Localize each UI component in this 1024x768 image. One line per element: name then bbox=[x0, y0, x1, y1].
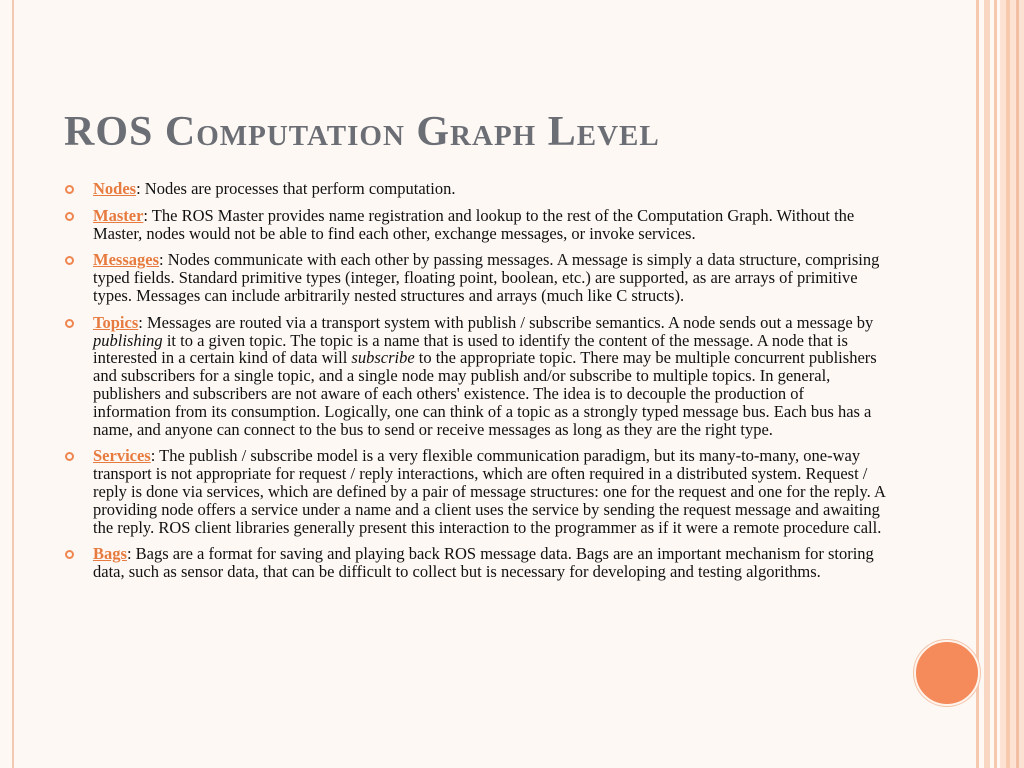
text-segment: to the appropriate topic. There may be multiple concurrent publishers and subscribers for a single topic, and a single node may publish and/or subscribe to multiple topics. In general, publishers and subscribers are not aware of each others' existence. The idea is to decouple the production of information from its consumption. Logically, one can think of a topic as a strongly typed message bus. Each bus has a name, and anyone can connect to the bus to send or receive messages as long as they are the right type. bbox=[93, 348, 877, 439]
term-link-messages[interactable]: Messages bbox=[93, 250, 159, 270]
emphasized-text: publishing bbox=[93, 330, 163, 350]
term-link-services[interactable]: Services bbox=[93, 446, 151, 466]
bullet-text bbox=[93, 446, 885, 536]
hollow-circle-bullet-icon bbox=[65, 550, 74, 559]
term-link-bags[interactable]: Bags bbox=[93, 544, 127, 564]
hollow-circle-bullet-icon bbox=[65, 319, 74, 328]
emphasized-text: subscribe bbox=[351, 348, 415, 368]
bullet-text bbox=[93, 544, 874, 581]
bullet-text bbox=[93, 206, 854, 243]
hollow-circle-bullet-icon bbox=[65, 212, 74, 221]
bullet-list bbox=[64, 180, 886, 590]
bullet-item-bags bbox=[64, 545, 886, 581]
text-segment: : Messages are routed via a transport system with publish / subscribe semantics. A node sends out a message by bbox=[138, 312, 874, 332]
bullet-item-messages bbox=[64, 251, 886, 304]
right-decorative-stripes bbox=[976, 0, 1024, 768]
bullet-item-master bbox=[64, 207, 886, 243]
bullet-text bbox=[93, 250, 879, 305]
stripe-line bbox=[984, 0, 990, 768]
hollow-circle-bullet-icon bbox=[65, 256, 74, 265]
bullet-text bbox=[136, 179, 455, 198]
text-segment: : The publish / subscribe model is a very flexible communication paradigm, but its many-to-many, one-way transport is not appropriate for request / reply interactions, which are often required in a distributed system. Request / reply is done via services, which are defined by a pair of message structures: one for the request and one for the reply. A providing node offers a service under a name and a client uses the service by sending the request message and awaiting the reply. ROS client libraries generally present this interaction to the programmer as if it were a remote procedure call. bbox=[93, 446, 886, 537]
bullet-item-nodes bbox=[64, 180, 886, 198]
left-border-line bbox=[12, 0, 14, 768]
bullet-item-services bbox=[64, 447, 886, 536]
term-link-topics[interactable]: Topics bbox=[93, 312, 139, 332]
hollow-circle-bullet-icon bbox=[65, 452, 74, 461]
term-link-master[interactable]: Master bbox=[93, 205, 144, 225]
bullet-text bbox=[93, 313, 877, 439]
text-segment: : Nodes communicate with each other by passing messages. A message is simply a data structure, comprising typed fields. Standard primitive types (integer, floating point, boolean, etc.) are supported, as are arrays of primitive types. Messages can include arbitrarily nested structures and arrays (much like C structs). bbox=[93, 250, 880, 305]
stripe-band bbox=[1000, 0, 1024, 768]
slide-title: ROS Computation Graph Level bbox=[64, 109, 660, 155]
stripe-line bbox=[1016, 0, 1019, 768]
hollow-circle-bullet-icon bbox=[65, 185, 74, 194]
stripe-line bbox=[976, 0, 979, 768]
term-link-nodes[interactable]: Nodes bbox=[93, 179, 137, 198]
stripe-line bbox=[994, 0, 997, 768]
text-segment: : Bags are a format for saving and playing back ROS message data. Bags are an important mechanism for storing data, such as sensor data, that can be difficult to collect but is necessary for developing and testing algorithms. bbox=[93, 544, 874, 582]
text-segment: : Nodes are processes that perform computation. bbox=[136, 179, 456, 198]
text-segment: : The ROS Master provides name registration and lookup to the rest of the Computation Graph. Without the Master, nodes would not be able to find each other, exchange messages, or invoke services. bbox=[93, 205, 855, 243]
bullet-item-topics bbox=[64, 314, 886, 439]
decorative-circle-icon bbox=[914, 640, 980, 706]
text-segment: it to a given topic. The topic is a name that is used to identify the content of the message. A node that is interested in a certain kind of data will bbox=[93, 330, 848, 368]
stripe-line bbox=[1006, 0, 1010, 768]
